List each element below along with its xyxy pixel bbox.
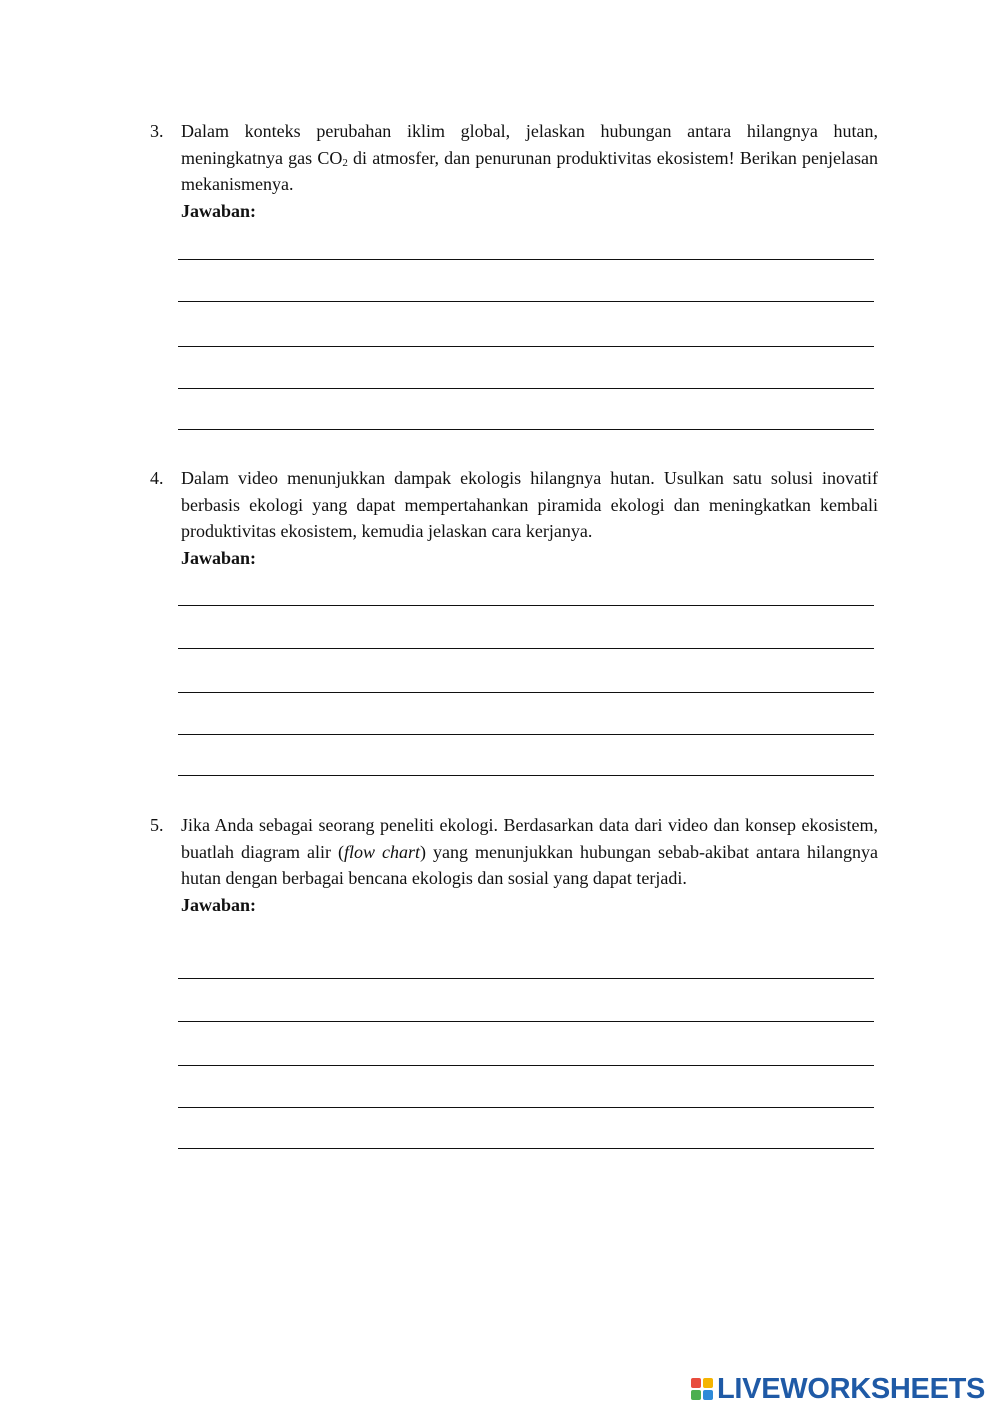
answer-line[interactable] bbox=[178, 346, 874, 347]
answer-line[interactable] bbox=[178, 692, 874, 693]
question-5 bbox=[150, 812, 878, 918]
answer-line[interactable] bbox=[178, 1021, 874, 1022]
answer-line[interactable] bbox=[178, 1107, 874, 1108]
answer-line[interactable] bbox=[178, 605, 874, 606]
answer-line[interactable] bbox=[178, 1148, 874, 1149]
answer-line[interactable] bbox=[178, 648, 874, 649]
italic-term: flow chart bbox=[344, 841, 421, 862]
logo-square bbox=[691, 1378, 701, 1388]
logo-text: LIVEWORKSHEETS bbox=[717, 1372, 986, 1405]
question-number: 4. bbox=[150, 468, 164, 488]
question-text: Dalam video menunjukkan dampak ekologis hilangnya hutan. Usulkan satu solusi inovatif berbasis ekologi yang dapat mempertahankan piramida ekologi dan meningkatkan kembali produktivitas ekosistem, kemudia jelaskan cara kerjanya. bbox=[181, 468, 878, 541]
question-number: 3. bbox=[150, 121, 164, 141]
question-4 bbox=[150, 465, 878, 571]
subscript: 2 bbox=[342, 156, 348, 169]
answer-label: Jawaban: bbox=[181, 547, 257, 568]
question-3 bbox=[150, 118, 878, 224]
answer-line[interactable] bbox=[178, 1065, 874, 1066]
question-text: Dalam konteks perubahan iklim global, jelaskan hubungan antara hilangnya hutan, meningkatnya gas $CO_2$ di atmosfer, dan penurunan produktivitas ekosistem! Berikan penjelasan mekanismenya. bbox=[181, 121, 878, 194]
liveworksheets-logo[interactable] bbox=[691, 1373, 985, 1405]
question-text: Jika Anda sebagai seorang peneliti ekologi. Berdasarkan data dari video dan konsep ekosistem, buatlah diagram alir (flow chart) yang menunjukkan hubungan sebab-akibat antara hilangnya hutan dengan berbagai bencana ekologis dan sosial yang dapat terjadi. bbox=[181, 815, 878, 888]
answer-line[interactable] bbox=[178, 734, 874, 735]
answer-label: Jawaban: bbox=[181, 200, 257, 221]
answer-line[interactable] bbox=[178, 388, 874, 389]
liveworksheets-logo-icon bbox=[691, 1378, 713, 1400]
answer-line[interactable] bbox=[178, 259, 874, 260]
answer-label: Jawaban: bbox=[181, 894, 257, 915]
logo-square bbox=[703, 1378, 713, 1388]
answer-line[interactable] bbox=[178, 978, 874, 979]
answer-line[interactable] bbox=[178, 301, 874, 302]
answer-line[interactable] bbox=[178, 775, 874, 776]
logo-square bbox=[691, 1390, 701, 1400]
question-number: 5. bbox=[150, 815, 164, 835]
answer-line[interactable] bbox=[178, 429, 874, 430]
logo-square bbox=[703, 1390, 713, 1400]
